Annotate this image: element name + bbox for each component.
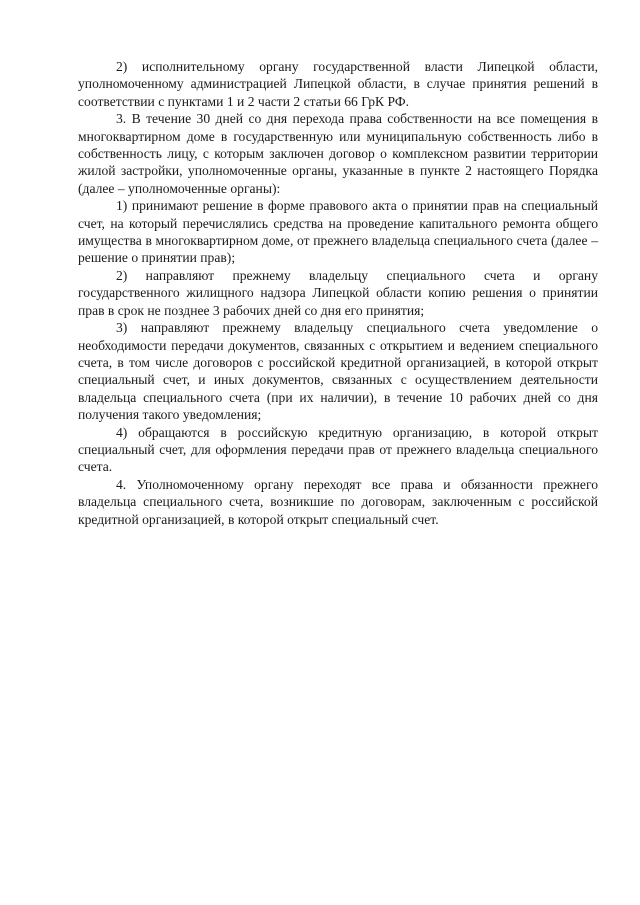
- paragraph-4-rights-transfer: 4. Уполномоченному органу переходят все права и обязанности прежнего владельца специального счета, возникшие по договорам, заключенным с российской кредитной организацией, в которой открыт специальный счет.: [78, 476, 598, 527]
- subparagraph-2-send-copy: 2) направляют прежнему владельцу специального счета и органу государственного жилищного надзора Липецкой области копию решения о принятии прав в срок не позднее 3 рабочих дней со дня его принятия;: [78, 267, 598, 318]
- subparagraph-4-apply-to-bank: 4) обращаются в российскую кредитную организацию, в которой открыт специальный счет, для оформления передачи прав от прежнего владельца специального счета.: [78, 424, 598, 475]
- paragraph-3-thirty-days: 3. В течение 30 дней со дня перехода права собственности на все помещения в многоквартирном доме в государственную или муниципальную собственность либо в собственность лицу, с которым заключен договор о комплексном развитии территории жилой застройки, уполномоченные органы, указанные в пункте 2 настоящего Порядка (далее – уполномоченные органы):: [78, 111, 598, 196]
- document-body: [78, 58, 598, 528]
- paragraph-2-executive-body: 2) исполнительному органу государственной власти Липецкой области, уполномоченному администрацией Липецкой области, в случае принятия решений в соответствии с пунктами 1 и 2 части 2 статьи 66 ГрК РФ.: [78, 59, 598, 109]
- subparagraph-1-accept-decision: 1) принимают решение в форме правового акта о принятии прав на специальный счет, на который перечислялись средства на проведение капитального ремонта общего имущества в многоквартирном доме, от прежнего владельца специального счета (далее – решение о принятии прав);: [78, 198, 598, 266]
- subparagraph-3-send-notice: 3) направляют прежнему владельцу специального счета уведомление о необходимости передачи документов, связанных с открытием и ведением специального счета, в том числе договоров с российской кредитной организацией, в которой открыт специальный счет, и иных документов, связанных с осуществлением деятельности владельца специального счета (при их наличии), в течение 10 рабочих дней со дня получения такого уведомления;: [78, 320, 598, 423]
